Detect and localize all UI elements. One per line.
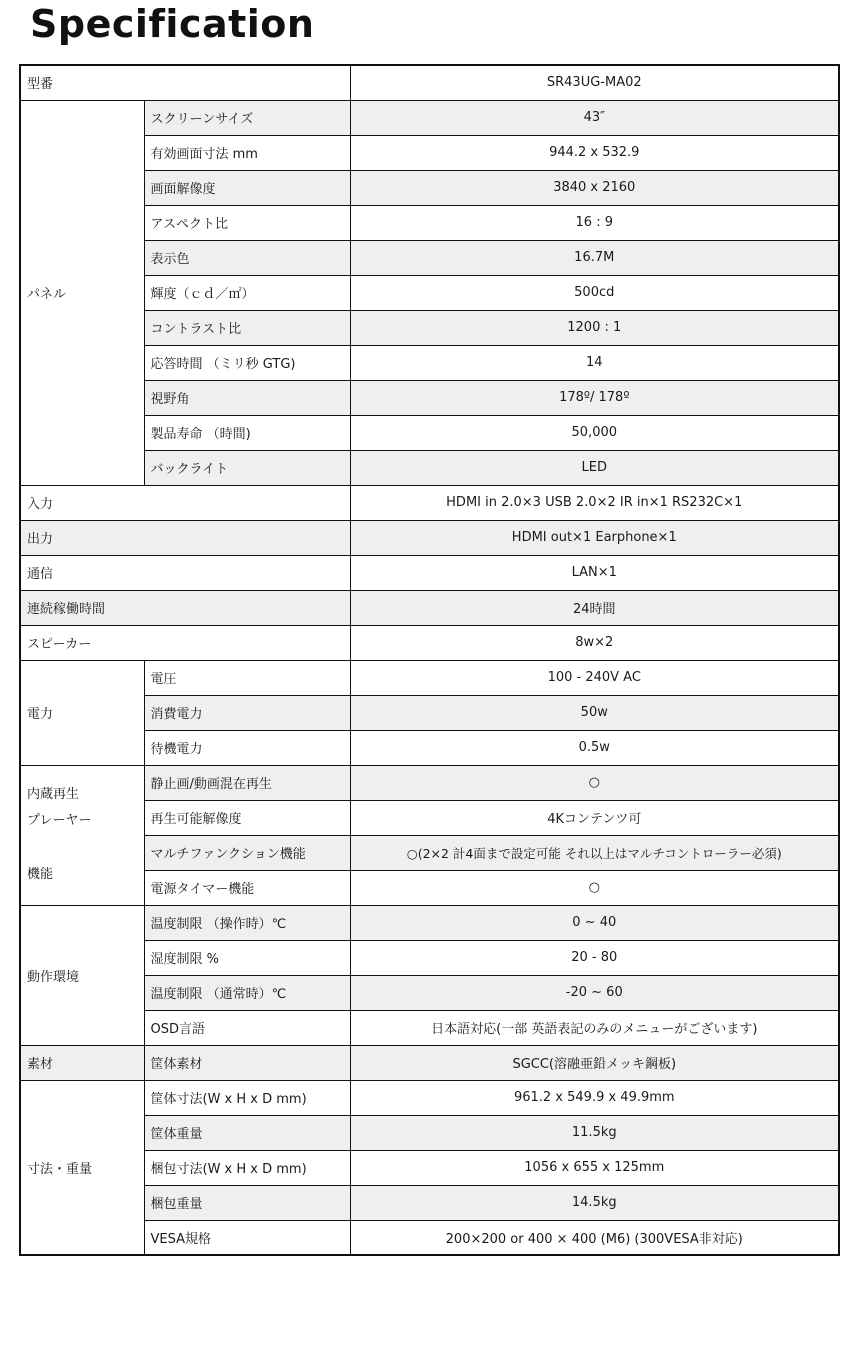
spacer	[27, 834, 138, 862]
row-label: 連続稼働時間	[20, 590, 350, 625]
item-label: 温度制限 （通常時）℃	[144, 975, 350, 1010]
item-value: ○(2×2 計4面まで設定可能 それ以上はマルチコントローラー必須)	[350, 835, 839, 870]
item-value: 4Kコンテンツ可	[350, 800, 839, 835]
item-label: 梱包寸法(W x H x D mm)	[144, 1150, 350, 1185]
item-value: 944.2 x 532.9	[350, 135, 839, 170]
item-value: 200×200 or 400 × 400 (M6) (300VESA非対応)	[350, 1220, 839, 1255]
item-label: 温度制限 （操作時）℃	[144, 905, 350, 940]
item-label: 消費電力	[144, 695, 350, 730]
item-value: 20 - 80	[350, 940, 839, 975]
item-value: 14.5kg	[350, 1185, 839, 1220]
row-label: 入力	[20, 485, 350, 520]
item-value: 961.2 x 549.9 x 49.9mm	[350, 1080, 839, 1115]
table-row	[20, 905, 839, 940]
row-label: スピーカー	[20, 625, 350, 660]
item-value: 16 : 9	[350, 205, 839, 240]
item-value: 1056 x 655 x 125mm	[350, 1150, 839, 1185]
group-label-line: 内蔵再生	[27, 787, 80, 802]
item-label: 電源タイマー機能	[144, 870, 350, 905]
spec-table	[19, 64, 840, 1256]
item-value: 16.7M	[350, 240, 839, 275]
item-value: 3840 x 2160	[350, 170, 839, 205]
row-value: HDMI out×1 Earphone×1	[350, 520, 839, 555]
item-label: マルチファンクション機能	[144, 835, 350, 870]
table-row	[20, 625, 839, 660]
item-value: 0 ~ 40	[350, 905, 839, 940]
item-value: -20 ~ 60	[350, 975, 839, 1010]
item-value: 50w	[350, 695, 839, 730]
row-value: HDMI in 2.0×3 USB 2.0×2 IR in×1 RS232C×1	[350, 485, 839, 520]
item-label: 製品寿命 （時間)	[144, 415, 350, 450]
item-label: VESA規格	[144, 1220, 350, 1255]
row-value: LAN×1	[350, 555, 839, 590]
item-label: コントラスト比	[144, 310, 350, 345]
row-label: 型番	[20, 65, 350, 100]
item-label: 筐体寸法(W x H x D mm)	[144, 1080, 350, 1115]
item-label: 筐体素材	[144, 1045, 350, 1080]
item-value: 14	[350, 345, 839, 380]
group-label-line: プレーヤー	[27, 813, 92, 828]
item-value: 500cd	[350, 275, 839, 310]
group-label-power: 電力	[20, 660, 144, 765]
item-value: 1200 : 1	[350, 310, 839, 345]
table-row	[20, 555, 839, 590]
item-value: 0.5w	[350, 730, 839, 765]
item-label: 視野角	[144, 380, 350, 415]
item-label: 湿度制限 %	[144, 940, 350, 975]
table-row	[20, 65, 839, 100]
item-label: 筐体重量	[144, 1115, 350, 1150]
group-label-panel: パネル	[20, 100, 144, 485]
table-row	[20, 660, 839, 695]
group-label-material: 素材	[20, 1045, 144, 1080]
row-label: 出力	[20, 520, 350, 555]
group-label-dimensions: 寸法・重量	[20, 1080, 144, 1255]
table-row	[20, 1080, 839, 1115]
item-value: LED	[350, 450, 839, 485]
item-value: 日本語対応(一部 英語表記のみのメニューがございます)	[350, 1010, 839, 1045]
item-label: 応答時間 （ミリ秒 GTG)	[144, 345, 350, 380]
item-label: 再生可能解像度	[144, 800, 350, 835]
item-label: 輝度（ｃｄ／㎡）	[144, 275, 350, 310]
group-label-environment: 動作環境	[20, 905, 144, 1045]
table-row	[20, 1045, 839, 1080]
item-value: 50,000	[350, 415, 839, 450]
group-label-player	[20, 765, 144, 905]
table-row	[20, 100, 839, 135]
item-value: ○	[350, 765, 839, 800]
item-value: 178º/ 178º	[350, 380, 839, 415]
page-title: Specification	[30, 2, 315, 46]
row-value: 8w×2	[350, 625, 839, 660]
row-value: 24時間	[350, 590, 839, 625]
item-label: スクリーンサイズ	[144, 100, 350, 135]
item-value: 43″	[350, 100, 839, 135]
group-label-line: 機能	[27, 867, 54, 882]
item-label: 静止画/動画混在再生	[144, 765, 350, 800]
row-value: SR43UG-MA02	[350, 65, 839, 100]
item-label: 梱包重量	[144, 1185, 350, 1220]
item-value: 100 - 240V AC	[350, 660, 839, 695]
item-label: 電圧	[144, 660, 350, 695]
item-label: OSD言語	[144, 1010, 350, 1045]
table-row	[20, 765, 839, 800]
item-label: バックライト	[144, 450, 350, 485]
item-label: 画面解像度	[144, 170, 350, 205]
item-value: 11.5kg	[350, 1115, 839, 1150]
item-label: 表示色	[144, 240, 350, 275]
item-value: ○	[350, 870, 839, 905]
table-row	[20, 485, 839, 520]
table-row	[20, 590, 839, 625]
row-label: 通信	[20, 555, 350, 590]
item-label: 待機電力	[144, 730, 350, 765]
item-value: SGCC(溶融亜鉛メッキ鋼板)	[350, 1045, 839, 1080]
table-row	[20, 520, 839, 555]
item-label: アスペクト比	[144, 205, 350, 240]
item-label: 有効画面寸法 mm	[144, 135, 350, 170]
